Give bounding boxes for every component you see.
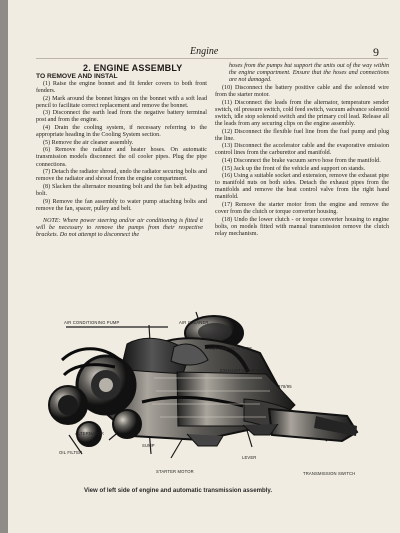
engine-transmission-figure [24,290,372,484]
label-air-conditioning-pump: AIR CONDITIONING PUMP [64,320,120,325]
instruction-1: (1) Raise the engine bonnet and fit fender covers to both front fenders. [36,81,207,95]
section-title: 2. ENGINE ASSEMBLY [83,63,183,73]
instruction-8: (8) Slacken the alternator mounting bolt and the fan belt adjusting bolt. [36,183,207,197]
instruction-14: (14) Disconnect the brake vacuum servo hose from the manifold. [222,157,381,164]
instruction-4: (4) Drain the cooling system, if necessary referring to the appropriate heading in the Cooling System section. [36,125,207,139]
label-oil-filter: OIL FILTER [59,450,83,455]
instruction-13: (13) Disconnect the accelerator cable and the evaporative emission control lines from the carburettor and manifold. [215,143,389,157]
right-column [215,63,389,238]
instruction-6: (6) Remove the radiator and heater hoses. On automatic transmission models disconnect the oil cooler pipes. Plug the pipe connections. [36,147,207,168]
label-sump: SUMP [142,443,155,448]
label-air-cleaner: AIR CLEANER [179,320,209,325]
instruction-2: (2) Mark around the bonnet hinges on the bonnet with a soft lead pencil to facilitate correct replacement and remove the bonnet. [36,95,207,109]
subsection-title: TO REMOVE AND INSTAL [36,73,118,80]
instruction-18: (18) Undo the lower clutch - or torque converter housing to engine bolts, on models fitted with manual transmission remove the clutch relay mechanism. [215,216,389,237]
instruction-5: (5) Remove the air cleaner assembly. [43,139,134,146]
label-starter-motor: STARTER MOTOR [156,469,194,474]
label-air-pre-heat-pipe: AIR PRE-HEAT PIPE [210,346,253,351]
header-rule [36,58,388,59]
label-lever: LEVER [242,455,257,460]
manual-page [8,0,400,533]
instruction-11: (11) Disconnect the leads from the alternator, temperature sender switch, oil pressure switch, cold feed switch, vacuum advance solenoid switch, idle stop solenoid switch and the primary coil lead. Release all the leads from any securing clips on the engine assembly. [215,99,389,127]
instruction-12: (12) Disconnect the flexible fuel line from the fuel pump and plug the line. [215,128,389,142]
note-continuation: hoses from the pumps but support the units out of the way within the engine compartment. Ensure that the hoses and connections are not damaged. [229,63,389,84]
label-exhaust-manifold: EXHAUST MANIFOLD [220,368,265,373]
instruction-3: (3) Disconnect the earth lead from the negative battery terminal post and from the engine. [36,110,207,124]
note: NOTE: Where power steering and/or air conditioning is fitted it will be necessary to remove the pumps from their respective brackets. Do not attempt to disconnect the [36,217,203,238]
instruction-7: (7) Detach the radiator shroud, undo the radiator securing bolts and remove the radiator and shroud from the engine compartment. [36,169,207,183]
engine-illustration [49,316,357,446]
instruction-16: (16) Using a suitable socket and extension, remove the exhaust pipe to manifold nuts on both sides. Detach the exhaust pipes from the manifolds and remove the heat control valve from the right hand manifold. [215,173,389,201]
label-alternator: ALTERNATOR [75,431,104,436]
page-number: 9 [373,45,379,59]
instruction-17: (17) Remove the starter motor from the engine and remove the cover from the clutch or torque converter housing. [215,202,389,216]
instruction-9: (9) Remove the fan assembly to water pump attaching bolts and remove the fan, spacer, pulley and belt. [36,198,207,212]
figure-caption: View of left side of engine and automatic transmission assembly. [84,487,273,494]
left-column [36,73,207,239]
page-header-title: Engine [190,46,219,57]
instruction-15: (15) Jack up the front of the vehicle and support on stands. [222,165,366,172]
instruction-10: (10) Disconnect the battery positive cable and the solenoid wire from the starter motor. [215,85,389,99]
label-transmission-switch: TRANSMISSION SWITCH [303,471,356,476]
figure-number: 378/95 [278,384,292,389]
